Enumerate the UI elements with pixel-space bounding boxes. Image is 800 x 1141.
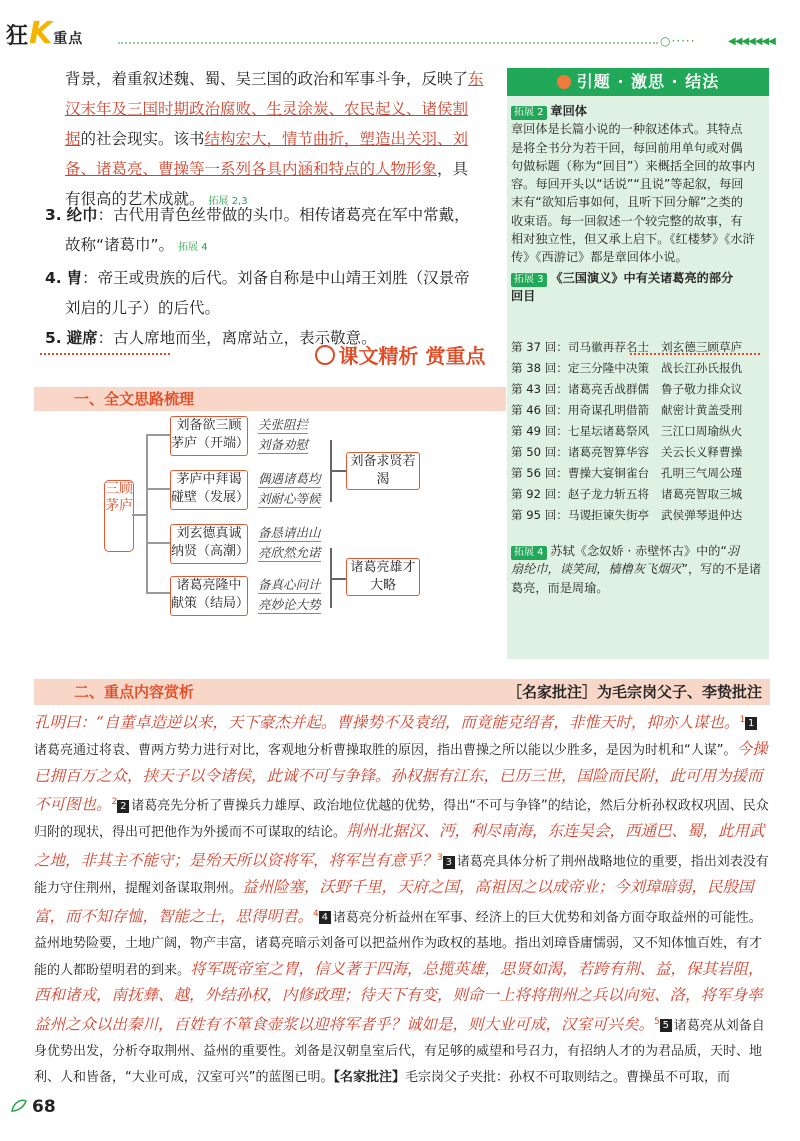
mindmap-note: 备恳请出山	[258, 525, 321, 540]
panel-title: 引题 · 激思 · 结法	[507, 68, 769, 96]
section-title: 课文精析 赏重点	[0, 340, 800, 369]
chapter-row: 第 37 回：司马徽再荐名士 刘玄德三顾草庐	[511, 340, 743, 354]
intro-paragraph	[65, 64, 495, 217]
mindmap-conclusion-2: 诸葛亮雄才大略	[346, 558, 420, 596]
mindmap-note: 亮妙论大势	[258, 597, 321, 612]
chapter-row: 第 46 回：用奇谋孔明借箭 献密计黄盖受刑	[511, 403, 743, 417]
intro-line-3: 据的社会现实。该书结构宏大，情节曲折，塑造出关羽、刘	[65, 130, 469, 148]
mindmap-note: 关张阻拦	[258, 417, 309, 432]
mindmap-node-1: 刘备欲三顾茅庐（开端）	[170, 416, 248, 456]
mindmap-note: 刘备劝慰	[258, 437, 309, 452]
brand-logo: 狂K重点	[6, 16, 84, 51]
extension-4: 拓展 4 苏轼《念奴娇 · 赤壁怀古》中的“羽 扇纶巾，谈笑间，樯橹灰飞烟灭”，写的不是诸 葛亮，而是周瑜。	[511, 544, 762, 595]
header-dots-decoration: ○·····	[660, 34, 696, 48]
header-divider	[118, 42, 658, 44]
note-item-3: 3. 纶巾：古代用青色丝带做的头巾。相传诸葛亮在军中常戴，	[45, 206, 470, 224]
intro-line-1: 背景，着重叙述魏、蜀、吴三国的政治和军事斗争，反映了东	[65, 70, 484, 88]
mindmap-note: 刘耐心等候	[258, 491, 321, 506]
intro-line-4: 备、诸葛亮、曹操等一系列各具内涵和特点的人物形象，具	[65, 160, 469, 178]
chapter-row: 第 38 回：定三分隆中决策 战长江孙氏报仇	[511, 361, 743, 375]
intro-line-5: 有很高的艺术成就。 拓展 2,3	[65, 190, 248, 208]
mindmap-conclusion-1: 刘备求贤若渴	[346, 452, 420, 490]
mindmap-heading: 一、全文思路梳理	[34, 387, 506, 411]
mindmap-node-3: 刘玄德真诚纳贤（高潮）	[170, 524, 248, 564]
chapter-row: 第 43 回：诸葛亮舌战群儒 鲁子敬力排众议	[511, 382, 743, 396]
chapter-row: 第 92 回：赵子龙力斩五将 诸葛亮智取三城	[511, 487, 743, 501]
intro-line-2: 汉末年及三国时期政治腐败、生灵涂炭、农民起义、诸侯割	[65, 100, 469, 118]
extension-2: 拓展 2 章回体 章回体是长篇小说的一种叙述体式。其特点 是将全书分为若干回，每回前用单句或对偶 句做标题（称为“回目”）来概括全回的故事内 容。每回开头以“话说”“且说”等起叙，每回 末有“欲知后事如何，且听下回分解”之类的 收束语。每一回叙述一个较完整的故事，有 相对独立性，但又承上启下。《红楼梦》《水浒 传》《西游记》都是章回体小说。 拓展 3 《三国演义》中有关诸葛亮的部分 回目	[511, 104, 756, 303]
notes-list: 3. 纶巾：古代用青色丝带做的头巾。相传诸葛亮在军中常戴， 故称“诸葛巾”。 拓展 4 4. 胄：帝王或贵族的后代。刘备自称是中山靖王刘胜（汉景帝 刘启的儿子）的后代。 5. 避席：古人席地而坐，离席站立，表示敬意。	[45, 200, 495, 353]
annotated-text: 孔明曰：“自董卓造逆以来，天下豪杰并起。曹操势不及袁绍，而竟能克绍者，非惟天时，抑亦人谋也。$^1$ 1诸葛亮通过将袁、曹两方势力进行对比，客观地分析曹操取胜的原因，指出曹操之所以能以少胜多，是因为时机和“人谋”。今操已拥百万之众，挟天子以令诸侯，此诚不可与争锋。孙权据有江东，已历三世，国险而民附，此可用为援而不可图也。$^2$ 2 诸葛亮先分析了曹操兵力雄厚、政治地位优越的优势，得出“不可与争锋”的结论，然后分析孙权政权巩固、民众归附的现状，得出可把他作为外援而不可谋取的结论。荆州北据汉、沔，利尽南海，东连吴会，西通巴、蜀，此用武之地，非其主不能守；是殆天所以资将军，将军岂有意乎？$^3$ 3 诸葛亮具体分析了荆州战略地位的重要，指出刘表没有能力守住荆州，提醒刘备谋取荆州。益州险塞，沃野千里，天府之国，高祖因之以成帝业；今刘璋暗弱，民殷国富，而不知存恤，智能之士，思得明君。$^4$ 4 诸葛亮分析益州在军事、经济上的巨大优势和刘备方面夺取益州的可能性。益州地势险要，土地广阔，物产丰富，诸葛亮暗示刘备可以把益州作为政权的基地。指出刘璋昏庸懦弱，又不知体恤百姓，有才能的人都盼望明君的到来。将军既帝室之胄，信义著于四海，总揽英雄，思贤如渴，若跨有荆、益，保其岩阻，西和诸戎，南抚彝、越，外结孙权，内修政理；待天下有变，则命一上将将荆州之兵以向宛、洛，将军身率益州之众以出秦川，百姓有不箪食壶浆以迎将军者乎？诚如是，则大业可成，汉室可兴矣。$^5$ 5 诸葛亮从刘备自身优势出发，分析夺取荆州、益州的重要性。刘备是汉朝皇室后代，有足够的威望和号召力，有招纳人才的为君品质，天时、地利、人和皆备，“大业可成，汉室可兴”的蓝图已明。【名家批注】毛宗岗父子夹批：孙权不可取则结之。曹操虽不可取，而	[34, 713, 769, 1085]
mindmap-node-4: 诸葛亮隆中献策（结局）	[170, 576, 248, 616]
mindmap-note: 备真心问计	[258, 577, 321, 592]
mindmap-root: 三顾茅庐	[104, 480, 134, 552]
chapter-row: 第 50 回：诸葛亮智算华容 关云长义释曹操	[511, 445, 743, 459]
swirl-icon	[315, 345, 335, 365]
chapter-row: 第 95 回：马谡拒谏失街亭 武侯弹琴退仲达	[511, 508, 743, 522]
note-item-4: 4. 胄：帝王或贵族的后代。刘备自称是中山靖王刘胜（汉景帝	[45, 269, 470, 287]
mindmap-note: 偶遇诸葛均	[258, 471, 321, 486]
annotation-source-note: ［名家批注］为毛宗岗父子、李贽批注	[506, 683, 762, 701]
mindmap-node-2: 茅庐中拜谒碰壁（发展）	[170, 470, 248, 510]
extension-tag: 拓展 2,3	[208, 196, 248, 207]
mindmap-note: 亮欣然允诺	[258, 545, 321, 560]
header-arrows-decoration: ◀◀◀◀◀◀◀	[728, 36, 775, 47]
reader-icon	[557, 75, 571, 89]
chapter-row: 第 49 回：七星坛诸葛祭风 三江口周瑜纵火	[511, 424, 743, 438]
leaf-icon	[10, 1099, 28, 1113]
page-number: 68	[32, 1097, 56, 1117]
note-item-5: 5. 避席：古人席地而坐，离席站立，表示敬意。	[45, 329, 377, 347]
extension-tag: 拓展 4	[178, 242, 208, 253]
chapter-row: 第 56 回：曹操大宴铜雀台 孔明三气周公瑾	[511, 466, 743, 480]
analysis-heading: 二、重点内容赏析 ［名家批注］为毛宗岗父子、李贽批注	[34, 679, 770, 705]
